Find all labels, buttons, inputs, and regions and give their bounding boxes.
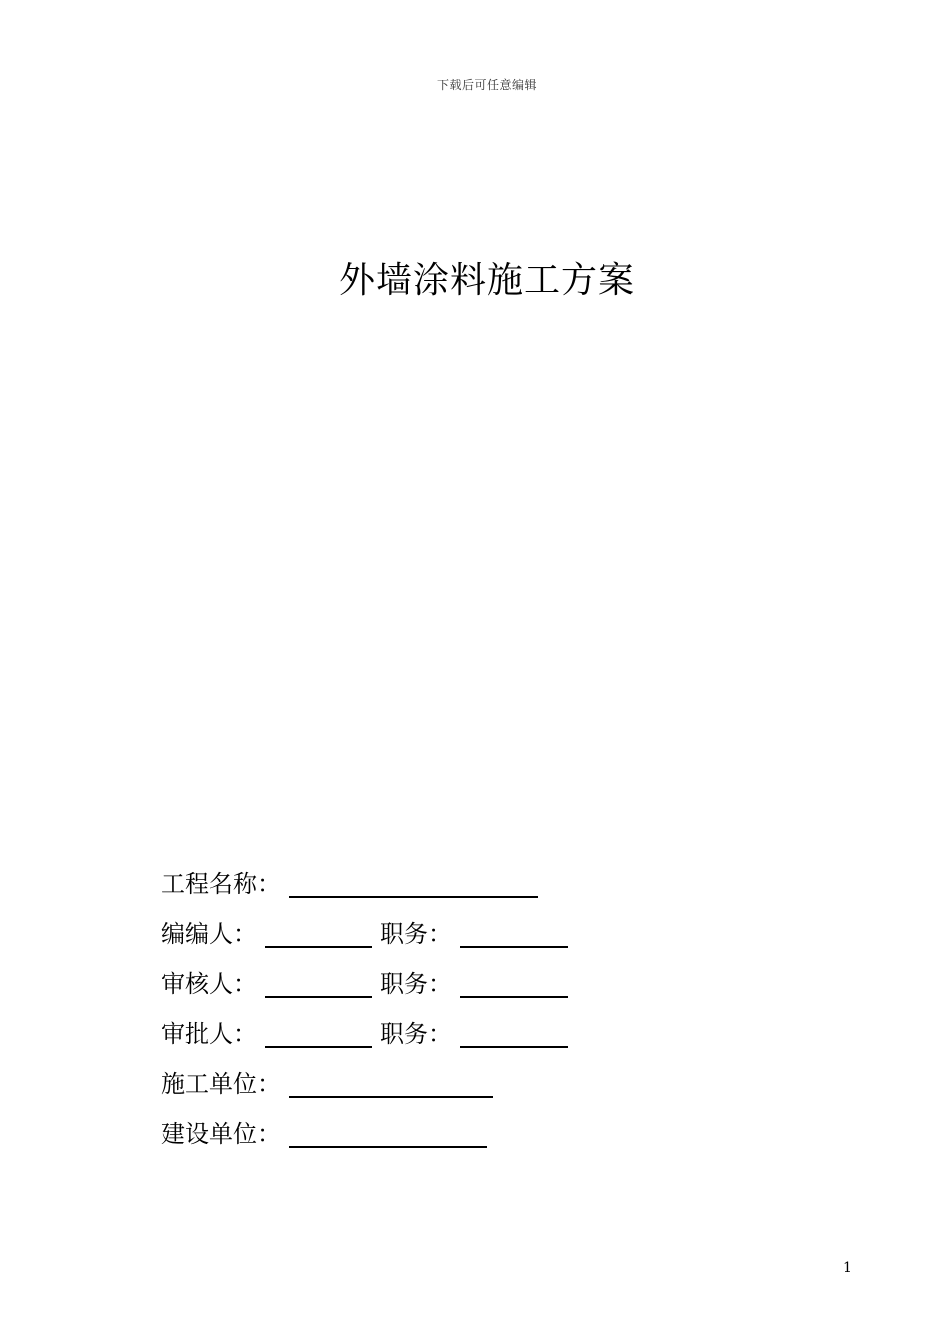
approver-row — [161, 1002, 568, 1052]
editor-field[interactable] — [265, 918, 372, 948]
approver-position-field[interactable] — [460, 1018, 568, 1048]
approver-position-label: 职务： — [380, 1020, 452, 1048]
project-name-row — [161, 852, 568, 902]
editor-position-field[interactable] — [460, 918, 568, 948]
editor-label: 编编人： — [161, 920, 257, 948]
signature-form — [161, 852, 568, 1152]
reviewer-position-field[interactable] — [460, 968, 568, 998]
construction-unit-field[interactable] — [289, 1068, 493, 1098]
reviewer-label: 审核人： — [161, 970, 257, 998]
editor-position-label: 职务： — [380, 920, 452, 948]
approver-field[interactable] — [265, 1018, 372, 1048]
owner-unit-field[interactable] — [289, 1118, 487, 1148]
header-note: 下载后可任意编辑 — [436, 78, 537, 92]
construction-unit-row — [161, 1052, 568, 1102]
document-title: 外墙涂料施工方案 — [338, 260, 635, 301]
owner-unit-row — [161, 1102, 568, 1152]
reviewer-row — [161, 952, 568, 1002]
project-name-label: 工程名称： — [161, 870, 281, 898]
editor-row — [161, 902, 568, 952]
project-name-field[interactable] — [289, 868, 538, 898]
approver-label: 审批人： — [161, 1020, 257, 1048]
reviewer-position-label: 职务： — [380, 970, 452, 998]
construction-unit-label: 施工单位： — [161, 1070, 281, 1098]
page-number: 1 — [843, 1260, 852, 1276]
owner-unit-label: 建设单位： — [161, 1120, 281, 1148]
reviewer-field[interactable] — [265, 968, 372, 998]
